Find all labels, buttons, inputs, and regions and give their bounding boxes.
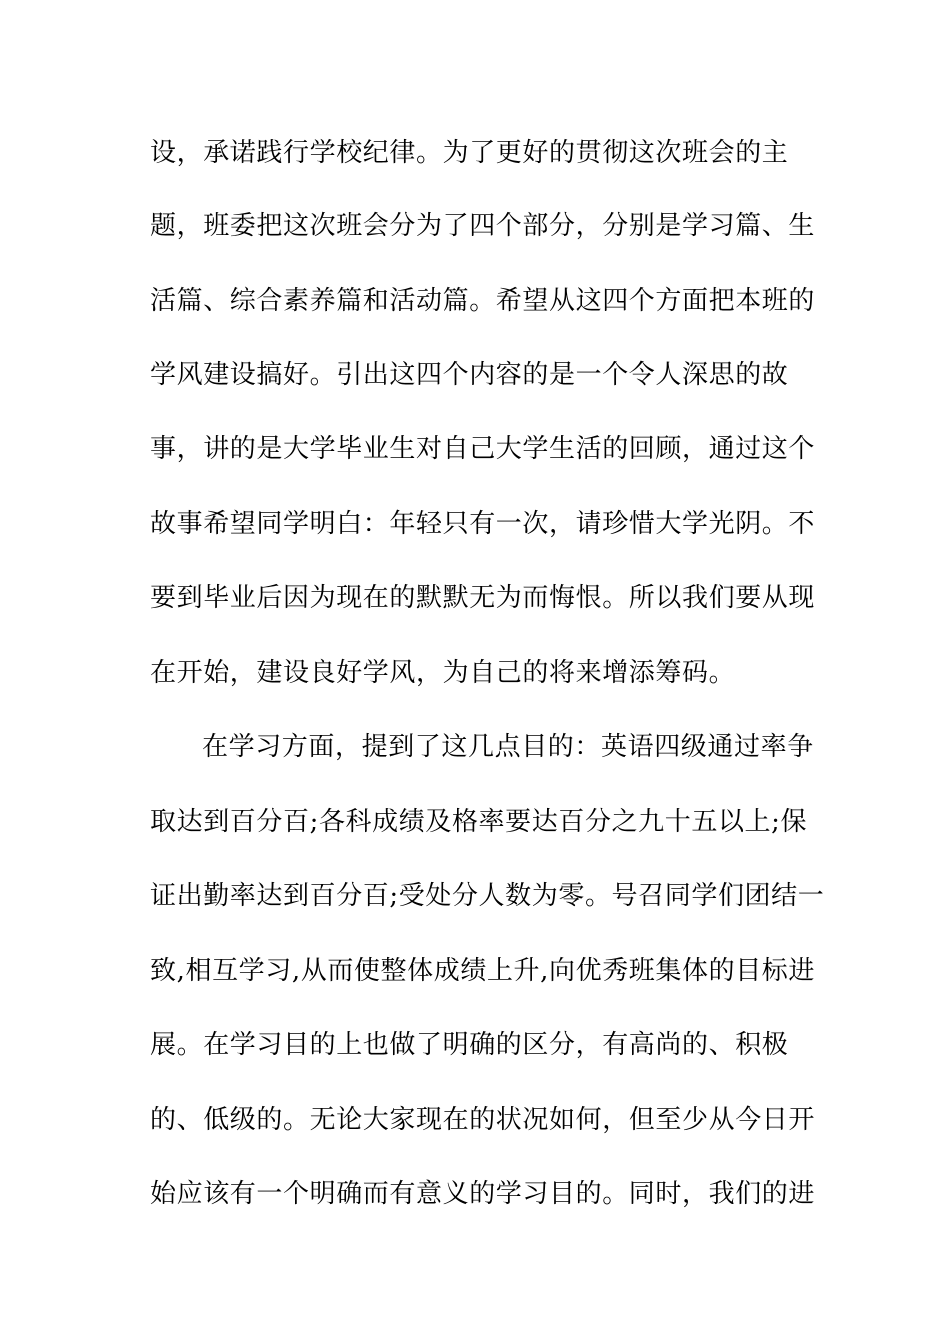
paragraph-line: 的、低级的。无论大家现在的状况如何，但至少从今日开 [150, 1105, 816, 1135]
paragraph-line: 始应该有一个明确而有意义的学习目的。同时，我们的进 [150, 1179, 816, 1209]
paragraph-line: 在开始，建设良好学风，为自己的将来增添筹码。 [150, 658, 736, 688]
paragraph-line: 事，讲的是大学毕业生对自己大学生活的回顾，通过这个 [150, 434, 816, 464]
paragraph-line: 要到毕业后因为现在的默默无为而悔恨。所以我们要从现 [150, 583, 816, 613]
paragraph-line: 故事希望同学明白：年轻只有一次，请珍惜大学光阴。不 [150, 509, 816, 539]
paragraph-line: 取达到百分百;各科成绩及格率要达百分之九十五以上;保 [150, 807, 808, 837]
paragraph-line: 展。在学习目的上也做了明确的区分，有高尚的、积极 [150, 1030, 789, 1060]
paragraph-line: 学风建设搞好。引出这四个内容的是一个令人深思的故 [150, 360, 789, 390]
paragraph-line: 题，班委把这次班会分为了四个部分，分别是学习篇、生 [150, 211, 816, 241]
paragraph-line: 证出勤率达到百分百;受处分人数为零。号召同学们团结一 [150, 881, 825, 911]
paragraph-line: 设，承诺践行学校纪律。为了更好的贯彻这次班会的主 [150, 138, 789, 168]
paragraph-line: 活篇、综合素养篇和活动篇。希望从这四个方面把本班的 [150, 286, 816, 316]
paragraph-first-line: 在学习方面，提到了这几点目的：英语四级通过率争 [202, 732, 814, 762]
paragraph-line: 致,相互学习,从而使整体成绩上升,向优秀班集体的目标进 [150, 956, 815, 986]
